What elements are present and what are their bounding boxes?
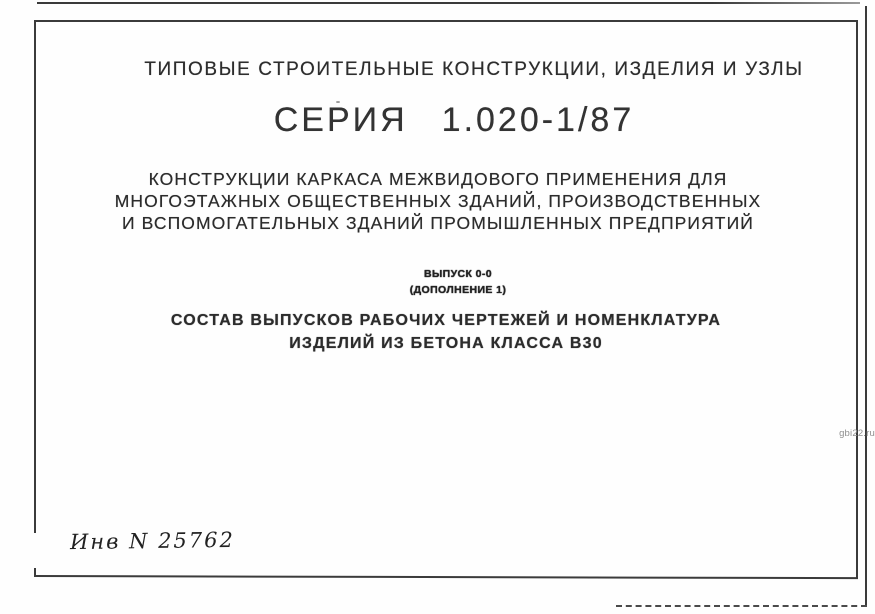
title-line-3: И ВСПОМОГАТЕЛЬНЫХ ЗДАНИЙ ПРОМЫШЛЕННЫХ ПРЕДПРИЯТИЙ <box>122 213 754 233</box>
outer-bottom-dashed-line <box>616 605 867 607</box>
contents-block <box>35 309 857 355</box>
document-title <box>27 168 849 234</box>
title-line-1: КОНСТРУКЦИИ КАРКАСА МЕЖВИДОВОГО ПРИМЕНЕНИЯ ДЛЯ <box>148 169 728 189</box>
document-header: ТИПОВЫЕ СТРОИТЕЛЬНЫЕ КОНСТРУКЦИИ, ИЗДЕЛИЯ И УЗЛЫ <box>144 59 804 80</box>
series-number: 1.020-1/87 <box>441 101 635 139</box>
issue-block <box>35 266 869 298</box>
outer-top-line <box>37 2 860 4</box>
contents-line-1: СОСТАВ ВЫПУСКОВ РАБОЧИХ ЧЕРТЕЖЕЙ И НОМЕНКЛАТУРА <box>170 312 722 329</box>
watermark-text: gbi22.ru <box>839 428 875 439</box>
contents-line-2: ИЗДЕЛИЙ ИЗ БЕТОНА КЛАССА В30 <box>289 335 603 352</box>
title-line-2: МНОГОЭТАЖНЫХ ОБЩЕСТВЕННЫХ ЗДАНИЙ, ПРОИЗВОДСТВЕННЫХ <box>114 191 762 211</box>
series-title <box>35 101 865 140</box>
issue-supplement: (ДОПОЛНЕНИЕ 1) <box>409 284 507 296</box>
frame-left-border-tick <box>34 568 36 576</box>
frame-bottom-border <box>34 575 858 579</box>
inventory-number-handwritten: Инв N 25762 <box>69 527 236 555</box>
series-label: СЕРИЯ <box>273 101 408 139</box>
issue-line: ВЫПУСК 0-0 <box>423 268 493 280</box>
outer-right-line <box>865 6 867 607</box>
frame-top-border <box>34 20 858 22</box>
